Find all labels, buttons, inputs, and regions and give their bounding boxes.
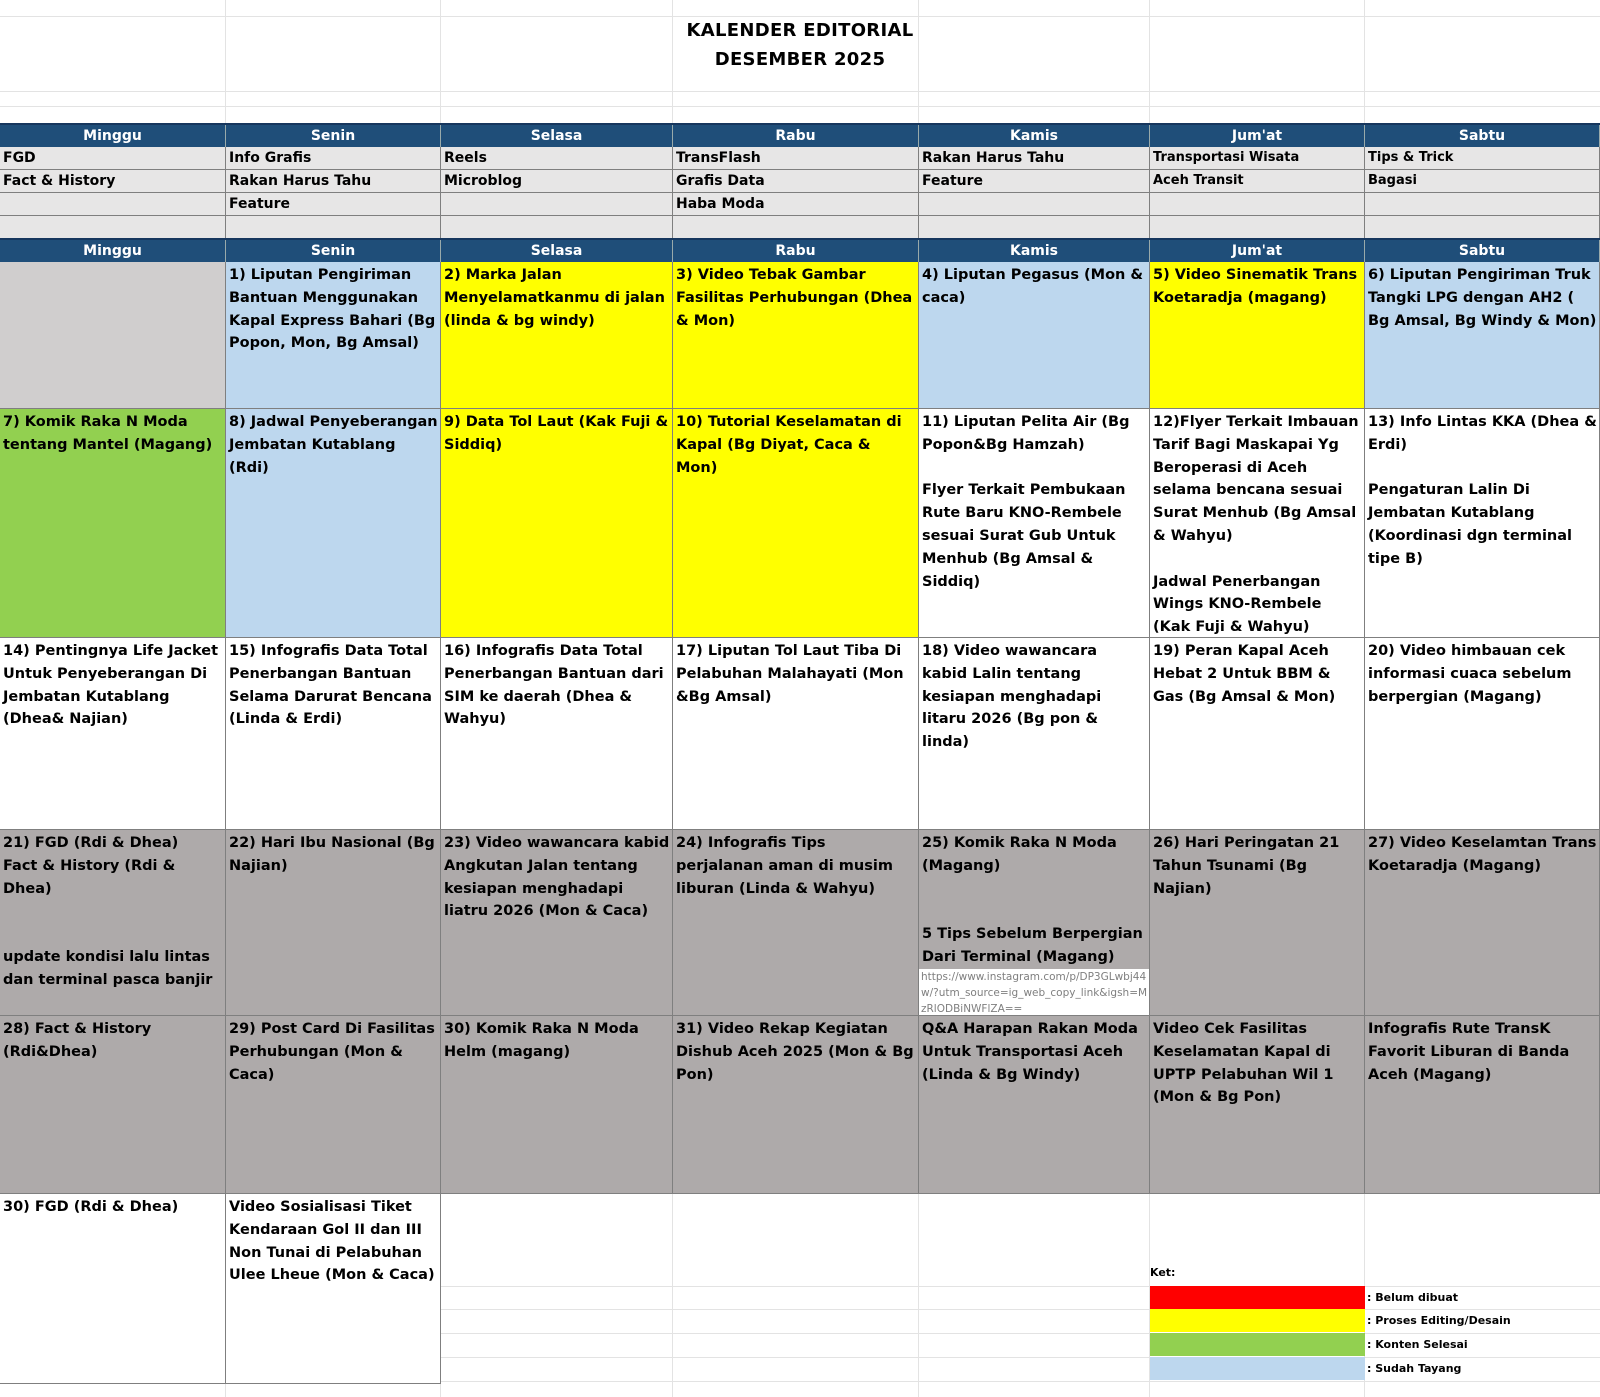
theme-cell[interactable]: Reels: [441, 147, 673, 170]
calendar-cell[interactable]: [0, 830, 226, 1016]
cell-entry: 4) Liputan Pegasus (Mon & caca): [922, 267, 1144, 306]
legend-title: Ket:: [1150, 1266, 1176, 1279]
theme-cell[interactable]: [226, 216, 441, 239]
calendar-grid: [0, 262, 1600, 1384]
calendar-cell[interactable]: [0, 262, 226, 409]
cell-entry: 30) Komik Raka N Moda Helm (magang): [444, 1021, 639, 1060]
theme-cell[interactable]: Bagasi: [1365, 170, 1600, 193]
calendar-cell[interactable]: [0, 409, 226, 638]
calendar-cell[interactable]: [919, 262, 1150, 409]
theme-cell[interactable]: [673, 216, 919, 239]
theme-cell[interactable]: [441, 193, 673, 216]
cell-entry: 10) Tutorial Keselamatan di Kapal (Bg Diyat, Caca & Mon): [676, 414, 902, 476]
cell-entry: 31) Video Rekap Kegiatan Dishub Aceh 2025 (Mon & Bg Pon): [676, 1021, 914, 1083]
calendar-cell[interactable]: [919, 1016, 1150, 1194]
calendar-cell[interactable]: [1365, 1016, 1600, 1194]
theme-cell[interactable]: FGD: [0, 147, 226, 170]
day-header-senin: Senin: [226, 240, 441, 262]
calendar-cell[interactable]: [0, 1016, 226, 1194]
calendar-cell[interactable]: [226, 262, 441, 409]
day-header-jumat: Jum'at: [1150, 125, 1365, 147]
theme-cell[interactable]: Feature: [226, 193, 441, 216]
day-header-top: [0, 123, 1600, 147]
calendar-cell[interactable]: [919, 638, 1150, 830]
calendar-cell[interactable]: [441, 409, 673, 638]
day-header-senin: Senin: [226, 125, 441, 147]
page-title: KALENDER EDITORIAL: [686, 20, 914, 41]
cell-entry: Q&A Harapan Rakan Moda Untuk Transportasi Aceh (Linda & Bg Windy): [922, 1021, 1138, 1083]
cell-entry: 21) FGD (Rdi & Dhea): [3, 835, 179, 851]
cell-entry: 30) FGD (Rdi & Dhea): [3, 1199, 179, 1215]
legend-swatch: [1150, 1357, 1365, 1380]
cell-entry: 19) Peran Kapal Aceh Hebat 2 Untuk BBM & Gas (Bg Amsal & Mon): [1153, 643, 1336, 705]
cell-entry: 23) Video wawancara kabid Angkutan Jalan tentang kesiapan menghadapi liatru 2026 (Mon & Caca): [444, 835, 670, 920]
day-header-minggu: Minggu: [0, 240, 226, 262]
theme-cell[interactable]: [0, 193, 226, 216]
theme-cell[interactable]: Info Grafis: [226, 147, 441, 170]
cell-entry: Infografis Rute TransK Favorit Liburan di Banda Aceh (Magang): [1368, 1021, 1570, 1083]
cell-entry: 29) Post Card Di Fasilitas Perhubungan (Mon & Caca): [229, 1021, 435, 1083]
legend-swatch: [1150, 1333, 1365, 1356]
cell-entry: 20) Video himbauan cek informasi cuaca sebelum berpergian (Magang): [1368, 643, 1572, 705]
theme-cell[interactable]: Rakan Harus Tahu: [226, 170, 441, 193]
theme-row: [0, 216, 1600, 239]
cell-entry: 17) Liputan Tol Laut Tiba Di Pelabuhan Malahayati (Mon &Bg Amsal): [676, 643, 904, 705]
theme-cell[interactable]: [919, 216, 1150, 239]
calendar-cell[interactable]: [441, 262, 673, 409]
cell-entry: Pengaturan Lalin Di Jembatan Kutablang (Koordinasi dgn terminal tipe B): [1368, 482, 1572, 567]
calendar-cell[interactable]: [0, 1194, 226, 1384]
calendar-cell[interactable]: [1150, 1016, 1365, 1194]
legend-swatch: [1150, 1309, 1365, 1332]
legend-label: : Belum dibuat: [1367, 1291, 1458, 1304]
calendar-cell[interactable]: [919, 409, 1150, 638]
calendar-cell[interactable]: [226, 409, 441, 638]
calendar-cell[interactable]: [1150, 262, 1365, 409]
theme-cell[interactable]: [1365, 216, 1600, 239]
day-header-minggu: Minggu: [0, 125, 226, 147]
cell-entry: 27) Video Keselamtan Trans Koetaradja (Magang): [1368, 835, 1597, 874]
calendar-cell[interactable]: [673, 830, 919, 1016]
calendar-cell[interactable]: [1365, 638, 1600, 830]
theme-row: [0, 147, 1600, 170]
calendar-cell[interactable]: [226, 1194, 441, 1384]
cell-entry: 7) Komik Raka N Moda tentang Mantel (Magang): [3, 414, 213, 453]
calendar-cell[interactable]: [673, 638, 919, 830]
cell-entry: 22) Hari Ibu Nasional (Bg Najian): [229, 835, 435, 874]
theme-cell[interactable]: [919, 193, 1150, 216]
cell-entry: 8) Jadwal Penyeberangan Jembatan Kutablang (Rdi): [229, 414, 438, 476]
cell-entry: 6) Liputan Pengiriman Truk Tangki LPG dengan AH2 ( Bg Amsal, Bg Windy & Mon): [1368, 267, 1597, 329]
theme-cell[interactable]: Haba Moda: [673, 193, 919, 216]
theme-cell[interactable]: [1365, 193, 1600, 216]
calendar-cell[interactable]: [1150, 830, 1365, 1016]
calendar-cell[interactable]: [673, 1016, 919, 1194]
cell-entry: 28) Fact & History (Rdi&Dhea): [3, 1021, 152, 1060]
day-header-rabu: Rabu: [673, 240, 919, 262]
theme-cell[interactable]: [0, 216, 226, 239]
cell-entry: 15) Infografis Data Total Penerbangan Bantuan Selama Darurat Bencana (Linda & Erdi): [229, 643, 432, 728]
day-header-kamis: Kamis: [919, 125, 1150, 147]
theme-row: [0, 170, 1600, 193]
cell-spacer: [922, 878, 1147, 901]
cell-entry: Fact & History (Rdi & Dhea): [3, 857, 176, 897]
calendar-cell[interactable]: [1365, 409, 1600, 638]
theme-cell[interactable]: Grafis Data: [673, 170, 919, 193]
page-subtitle: DESEMBER 2025: [714, 49, 886, 70]
day-header-sabtu: Sabtu: [1365, 240, 1600, 262]
day-header-selasa: Selasa: [441, 125, 673, 147]
calendar-cell[interactable]: [226, 1016, 441, 1194]
instagram-link[interactable]: https://www.instagram.com/p/DP3GLwbj44w/?utm_source=ig_web_copy_link&igsh=MzRlODBiNWFlZA==: [921, 970, 1148, 1015]
cell-entry: 13) Info Lintas KKA (Dhea & Erdi): [1368, 414, 1597, 453]
cell-entry: Video Cek Fasilitas Keselamatan Kapal di UPTP Pelabuhan Wil 1 (Mon & Bg Pon): [1153, 1021, 1334, 1106]
cell-entry: 16) Infografis Data Total Penerbangan Bantuan dari SIM ke daerah (Dhea & Wahyu): [444, 643, 664, 728]
theme-cell[interactable]: Aceh Transit: [1150, 170, 1365, 193]
cell-entry: Jadwal Penerbangan Wings KNO-Rembele (Kak Fuji & Wahyu): [1153, 573, 1322, 636]
cell-entry: 2) Marka Jalan Menyelamatkanmu di jalan (linda & bg windy): [444, 267, 665, 329]
theme-cell[interactable]: [1150, 216, 1365, 239]
legend-label: : Konten Selesai: [1367, 1338, 1468, 1351]
day-header-selasa: Selasa: [441, 240, 673, 262]
cell-entry: 25) Komik Raka N Moda (Magang): [922, 835, 1117, 874]
legend-label: : Proses Editing/Desain: [1367, 1314, 1511, 1327]
calendar-cell[interactable]: [673, 409, 919, 638]
day-header-rabu: Rabu: [673, 125, 919, 147]
cell-entry: 14) Pentingnya Life Jacket Untuk Penyeberangan Di Jembatan Kutablang (Dhea& Najian): [3, 643, 219, 728]
cell-entry: 12)Flyer Terkait Imbauan Tarif Bagi Maskapai Yg Beroperasi di Aceh selama bencana sesuai Surat Menhub (Bg Amsal & Wahyu): [1153, 414, 1359, 544]
calendar-cell[interactable]: [441, 638, 673, 830]
theme-cell[interactable]: Feature: [919, 170, 1150, 193]
calendar-cell[interactable]: [1365, 262, 1600, 409]
calendar-cell[interactable]: [1150, 409, 1365, 638]
cell-entry: Flyer Terkait Pembukaan Rute Baru KNO-Rembele sesuai Surat Gub Untuk Menhub (Bg Amsal & Siddiq): [922, 482, 1126, 590]
cell-spacer: [1153, 548, 1362, 571]
day-header-sabtu: Sabtu: [1365, 125, 1600, 147]
cell-spacer: [3, 900, 223, 923]
calendar-cell[interactable]: [0, 638, 226, 830]
cell-entry: 24) Infografis Tips perjalanan aman di musim liburan (Linda & Wahyu): [676, 835, 893, 897]
calendar-cell[interactable]: [441, 1016, 673, 1194]
legend-label: : Sudah Tayang: [1367, 1362, 1462, 1375]
calendar-cell[interactable]: [919, 830, 1150, 1016]
cell-entry: 18) Video wawancara kabid Lalin tentang kesiapan menghadapi litaru 2026 (Bg pon & linda): [922, 643, 1102, 751]
theme-cell[interactable]: Rakan Harus Tahu: [919, 147, 1150, 170]
day-header-jumat: Jum'at: [1150, 240, 1365, 262]
calendar-cell[interactable]: [226, 830, 441, 1016]
day-header-calendar: [0, 238, 1600, 262]
cell-entry: update kondisi lalu lintas dan terminal pasca banjir: [3, 948, 213, 988]
theme-cell[interactable]: Microblog: [441, 170, 673, 193]
calendar-cell[interactable]: [1150, 638, 1365, 830]
cell-entry: 3) Video Tebak Gambar Fasilitas Perhubungan (Dhea & Mon): [676, 267, 913, 329]
theme-cell[interactable]: Tips & Trick: [1365, 147, 1600, 170]
cell-spacer: [922, 900, 1147, 923]
cell-spacer: [3, 923, 223, 946]
cell-entry: Video Sosialisasi Tiket Kendaraan Gol II dan III Non Tunai di Pelabuhan Ulee Lheue (Mon & Caca): [229, 1199, 435, 1284]
theme-cell[interactable]: Transportasi Wisata: [1150, 147, 1365, 170]
theme-row: [0, 193, 1600, 216]
theme-cell[interactable]: TransFlash: [673, 147, 919, 170]
theme-cell[interactable]: [1150, 193, 1365, 216]
theme-cell[interactable]: Fact & History: [0, 170, 226, 193]
calendar-cell[interactable]: [1365, 830, 1600, 1016]
cell-spacer: [922, 457, 1147, 480]
calendar-cell[interactable]: [441, 830, 673, 1016]
cell-entry: 11) Liputan Pelita Air (Bg Popon&Bg Hamzah): [922, 414, 1130, 453]
cell-entry: 26) Hari Peringatan 21 Tahun Tsunami (Bg Najian): [1153, 835, 1340, 897]
cell-spacer: [1368, 457, 1597, 480]
calendar-cell[interactable]: [226, 638, 441, 830]
cell-entry: 5) Video Sinematik Trans Koetaradja (magang): [1153, 267, 1358, 306]
legend-swatch: [1150, 1286, 1365, 1309]
theme-cell[interactable]: [441, 216, 673, 239]
calendar-cell[interactable]: [673, 262, 919, 409]
cell-entry: 1) Liputan Pengiriman Bantuan Menggunakan Kapal Express Bahari (Bg Popon, Mon, Bg Amsal): [229, 267, 436, 352]
cell-entry: 9) Data Tol Laut (Kak Fuji & Siddiq): [444, 414, 669, 453]
day-header-kamis: Kamis: [919, 240, 1150, 262]
cell-entry: 5 Tips Sebelum Berpergian Dari Terminal (Magang): [922, 926, 1143, 965]
